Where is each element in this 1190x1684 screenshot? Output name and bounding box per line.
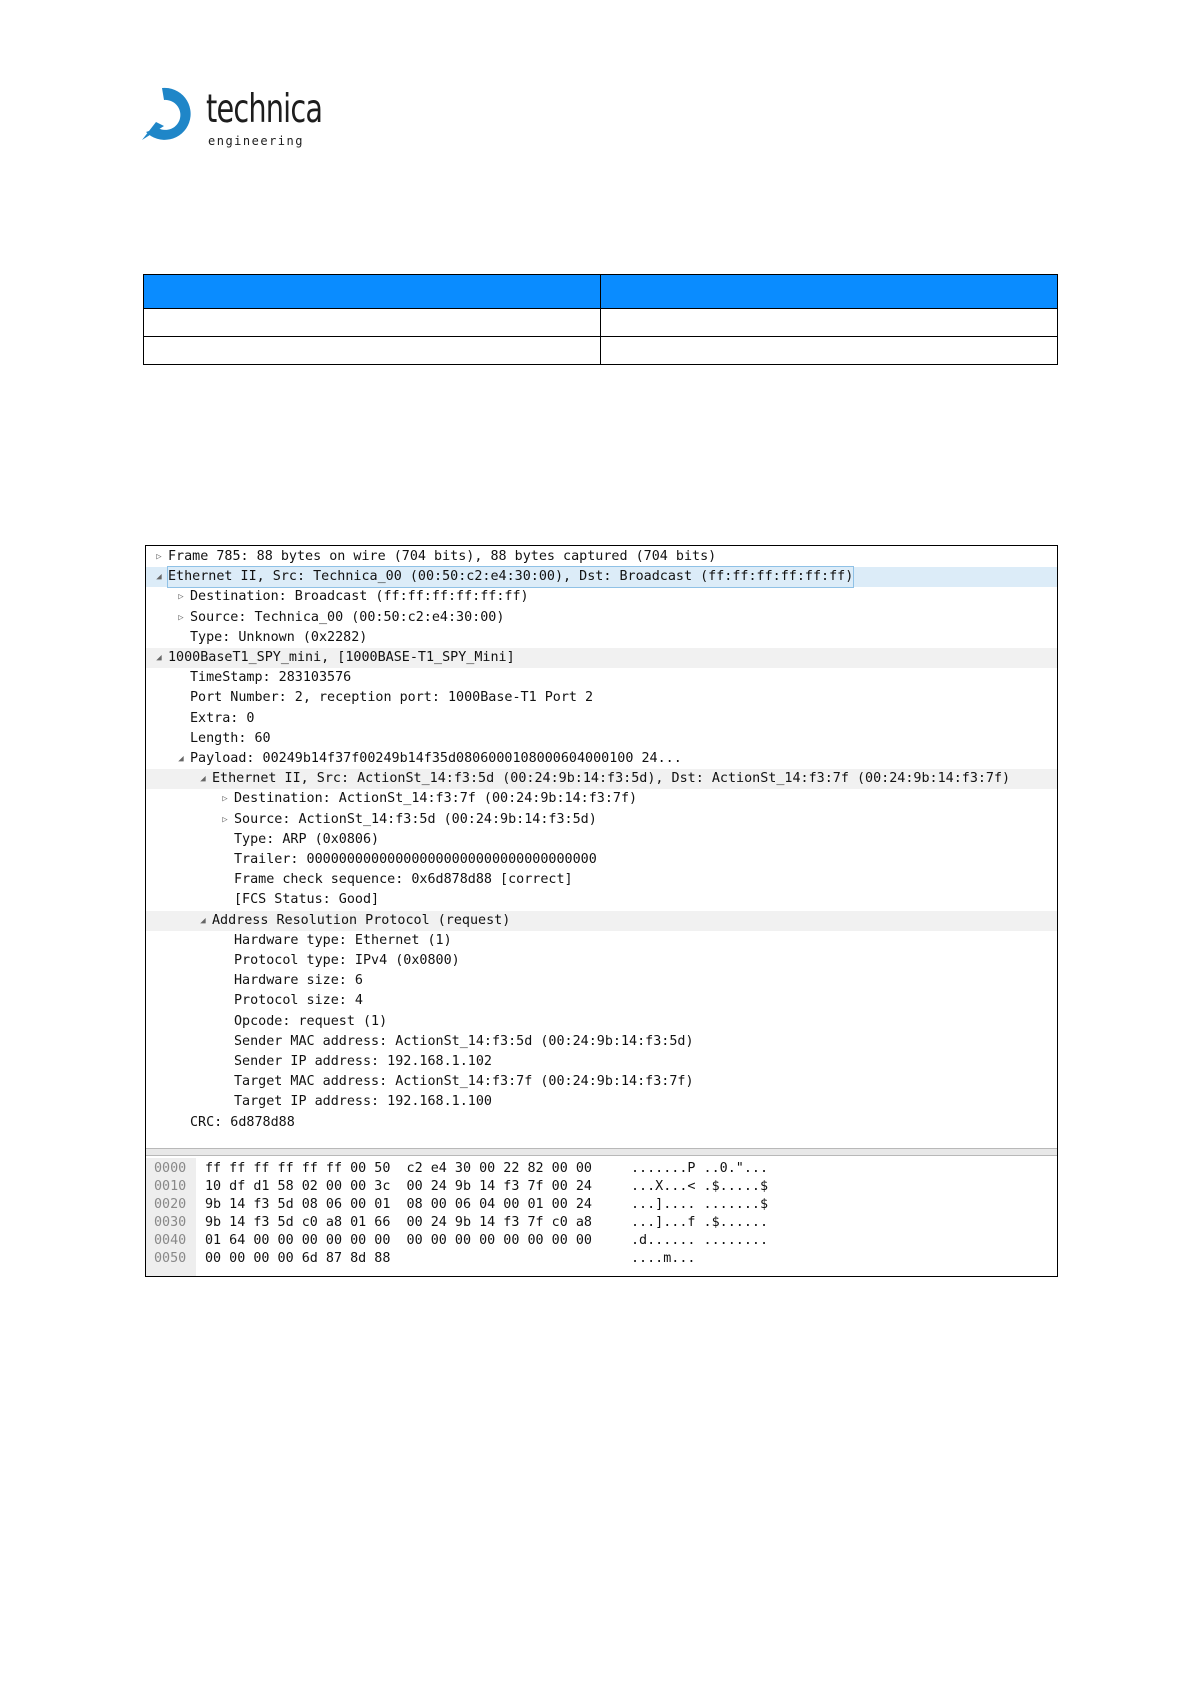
hex-offset: 0020	[154, 1197, 187, 1212]
packet-details-tree[interactable]	[146, 546, 1057, 1146]
tree-row[interactable]	[146, 1113, 1057, 1133]
tree-row-label: Protocol size: 4	[234, 993, 363, 1009]
hex-bytes: 10 df d1 58 02 00 00 3c 00 24 9b 14 f3 7f 00 24	[205, 1179, 592, 1194]
tree-row[interactable]	[146, 1092, 1057, 1112]
tree-spacer	[220, 830, 230, 850]
hex-row[interactable]	[146, 1214, 1057, 1232]
tree-row-label: Trailer: 000000000000000000000000000000000000	[234, 852, 597, 867]
packet-bytes-pane[interactable]	[146, 1158, 1057, 1276]
hex-ascii: ....m...	[631, 1251, 696, 1266]
tree-row-label: Opcode: request (1)	[234, 1013, 388, 1029]
tree-row-label: Address Resolution Protocol (request)	[212, 912, 511, 928]
expand-arrow-icon[interactable]: ▷	[222, 794, 228, 805]
tree-spacer	[220, 1012, 230, 1032]
tree-spacer	[220, 951, 230, 971]
table-header-cell	[601, 275, 1058, 309]
tree-row[interactable]	[146, 769, 1057, 789]
tree-row[interactable]	[146, 951, 1057, 971]
tree-row[interactable]	[146, 628, 1057, 648]
tree-spacer	[220, 1072, 230, 1092]
tree-row-label: Source: Technica_00 (00:50:c2:e4:30:00)	[190, 609, 505, 625]
collapse-arrow-icon[interactable]: ◢	[178, 754, 184, 764]
tree-row[interactable]	[146, 1052, 1057, 1072]
table-cell	[601, 309, 1058, 337]
tree-row[interactable]	[146, 850, 1057, 870]
tree-spacer	[176, 729, 186, 749]
table-cell	[144, 337, 601, 365]
table-row	[144, 309, 1058, 337]
hex-ascii: .......P ..0."...	[631, 1161, 769, 1176]
tree-row-label: Source: ActionSt_14:f3:5d (00:24:9b:14:f3:5d)	[234, 811, 597, 827]
tree-row-label: Hardware size: 6	[234, 973, 363, 989]
tree-spacer	[220, 991, 230, 1011]
hex-bytes: 00 00 00 00 6d 87 8d 88	[205, 1251, 391, 1266]
tree-row[interactable]	[146, 688, 1057, 708]
tree-row-label: Length: 60	[190, 730, 271, 746]
tree-row-label: Type: ARP (0x0806)	[234, 831, 380, 847]
collapse-arrow-icon[interactable]: ◢	[200, 915, 206, 926]
expand-arrow-icon[interactable]: ▷	[156, 552, 162, 562]
tree-row-label: Frame check sequence: 0x6d878d88 [correct]	[234, 872, 573, 888]
expand-arrow-icon[interactable]: ▷	[178, 592, 184, 603]
tree-spacer	[220, 971, 230, 991]
hex-offset: 0010	[154, 1179, 187, 1194]
table-cell	[144, 309, 601, 337]
tree-spacer	[176, 709, 186, 729]
hex-offset: 0030	[154, 1215, 187, 1230]
tree-row-label: 1000BaseT1_SPY_mini, [1000BASE-T1_SPY_Mini]	[168, 650, 515, 665]
hex-bytes: 9b 14 f3 5d 08 06 00 01 08 00 06 04 00 01 00 24	[205, 1197, 592, 1212]
tree-row[interactable]	[146, 608, 1057, 628]
tree-row-label: Payload: 00249b14f37f00249b14f35d0806000108000604000100 24...	[190, 751, 682, 766]
wireshark-capture-panel	[145, 545, 1058, 1277]
tree-row[interactable]	[146, 810, 1057, 830]
hex-bytes: 9b 14 f3 5d c0 a8 01 66 00 24 9b 14 f3 7f c0 a8	[205, 1215, 592, 1230]
expand-arrow-icon[interactable]: ▷	[178, 612, 184, 623]
tree-row[interactable]	[146, 1072, 1057, 1092]
tree-row[interactable]	[146, 749, 1057, 769]
tree-row-label: Type: Unknown (0x2282)	[190, 629, 368, 645]
tree-spacer	[220, 931, 230, 951]
tree-spacer	[220, 850, 230, 870]
table-header-row	[144, 275, 1058, 309]
tree-row[interactable]	[146, 870, 1057, 890]
tree-row[interactable]	[146, 789, 1057, 809]
hex-bytes: ff ff ff ff ff ff 00 50 c2 e4 30 00 22 82 00 00	[205, 1161, 592, 1176]
tree-row[interactable]	[146, 1032, 1057, 1052]
expand-arrow-icon[interactable]: ▷	[222, 814, 228, 825]
tree-spacer	[176, 628, 186, 648]
hex-row[interactable]	[146, 1232, 1057, 1250]
tree-spacer	[220, 1032, 230, 1052]
tree-row-label: Sender IP address: 192.168.1.102	[234, 1054, 492, 1069]
tree-row-label: Destination: Broadcast (ff:ff:ff:ff:ff:ff)	[190, 589, 529, 605]
hex-row[interactable]	[146, 1196, 1057, 1214]
hex-offset: 0040	[154, 1233, 187, 1248]
hex-offset: 0000	[154, 1161, 187, 1176]
hex-ascii: ...]...f .$......	[631, 1215, 769, 1230]
tree-row-label: Destination: ActionSt_14:f3:7f (00:24:9b:14:f3:7f)	[234, 791, 638, 807]
hex-bytes: 01 64 00 00 00 00 00 00 00 00 00 00 00 00 00 00	[205, 1233, 592, 1248]
tree-row-label: Ethernet II, Src: ActionSt_14:f3:5d (00:24:9b:14:f3:5d), Dst: ActionSt_14:f3:7f (00:24:9b:14:f3:7f)	[212, 771, 1011, 787]
hex-offset: 0050	[154, 1251, 187, 1266]
logo-tagline: engineering	[208, 134, 304, 148]
tree-spacer	[220, 1052, 230, 1072]
tree-row[interactable]	[146, 890, 1057, 910]
tree-row-label: Port Number: 2, reception port: 1000Base-T1 Port 2	[190, 690, 594, 706]
tree-row[interactable]	[146, 931, 1057, 951]
collapse-arrow-icon[interactable]: ◢	[156, 572, 162, 583]
tree-row[interactable]	[146, 729, 1057, 749]
tree-row-label: Sender MAC address: ActionSt_14:f3:5d (00:24:9b:14:f3:5d)	[234, 1033, 694, 1049]
tree-row[interactable]	[146, 668, 1057, 688]
tree-row[interactable]	[146, 1012, 1057, 1032]
tree-row[interactable]	[146, 709, 1057, 729]
tree-row-label: Frame 785: 88 bytes on wire (704 bits), 88 bytes captured (704 bits)	[168, 549, 717, 564]
table-cell	[601, 337, 1058, 365]
tree-spacer	[220, 890, 230, 910]
hex-ascii: ...].... .......$	[631, 1197, 769, 1212]
hex-row[interactable]	[146, 1178, 1057, 1196]
hex-row[interactable]	[146, 1250, 1057, 1268]
logo-wordmark: technica	[206, 87, 323, 132]
tree-row[interactable]	[146, 567, 1057, 587]
tree-row-label: Target IP address: 192.168.1.100	[234, 1094, 492, 1110]
tree-row[interactable]	[146, 587, 1057, 607]
tree-spacer	[220, 1092, 230, 1112]
tree-row-label: [FCS Status: Good]	[234, 892, 380, 908]
tree-row[interactable]	[146, 648, 1057, 668]
tree-row-label: CRC: 6d878d88	[190, 1114, 295, 1130]
tree-row-label: TimeStamp: 283103576	[190, 670, 352, 686]
table-header-cell	[144, 275, 601, 309]
pane-splitter[interactable]	[146, 1148, 1057, 1156]
hex-ascii: ...X...< .$.....$	[631, 1179, 769, 1194]
tree-row-label: Ethernet II, Src: Technica_00 (00:50:c2:e4:30:00), Dst: Broadcast (ff:ff:ff:ff:ff:ff)	[168, 567, 853, 587]
tree-spacer	[176, 668, 186, 688]
collapse-arrow-icon[interactable]: ◢	[156, 653, 162, 663]
tree-row[interactable]	[146, 830, 1057, 850]
company-logo	[140, 82, 330, 152]
tree-row[interactable]	[146, 547, 1057, 567]
tree-row-label: Extra: 0	[190, 710, 255, 726]
hex-ascii: .d...... ........	[631, 1233, 769, 1248]
tree-row[interactable]	[146, 991, 1057, 1011]
tree-row-label: Hardware type: Ethernet (1)	[234, 932, 452, 948]
hex-row[interactable]	[146, 1160, 1057, 1178]
tree-spacer	[220, 870, 230, 890]
tree-row[interactable]	[146, 971, 1057, 991]
tree-row-label: Protocol type: IPv4 (0x0800)	[234, 953, 460, 968]
tree-spacer	[176, 688, 186, 708]
technica-logo-icon	[140, 82, 204, 146]
table-row	[144, 337, 1058, 365]
tree-row-label: Target MAC address: ActionSt_14:f3:7f (00:24:9b:14:f3:7f)	[234, 1074, 694, 1090]
collapse-arrow-icon[interactable]: ◢	[200, 774, 206, 785]
tree-spacer	[176, 1113, 186, 1133]
tree-row[interactable]	[146, 911, 1057, 931]
empty-table	[143, 274, 1058, 365]
